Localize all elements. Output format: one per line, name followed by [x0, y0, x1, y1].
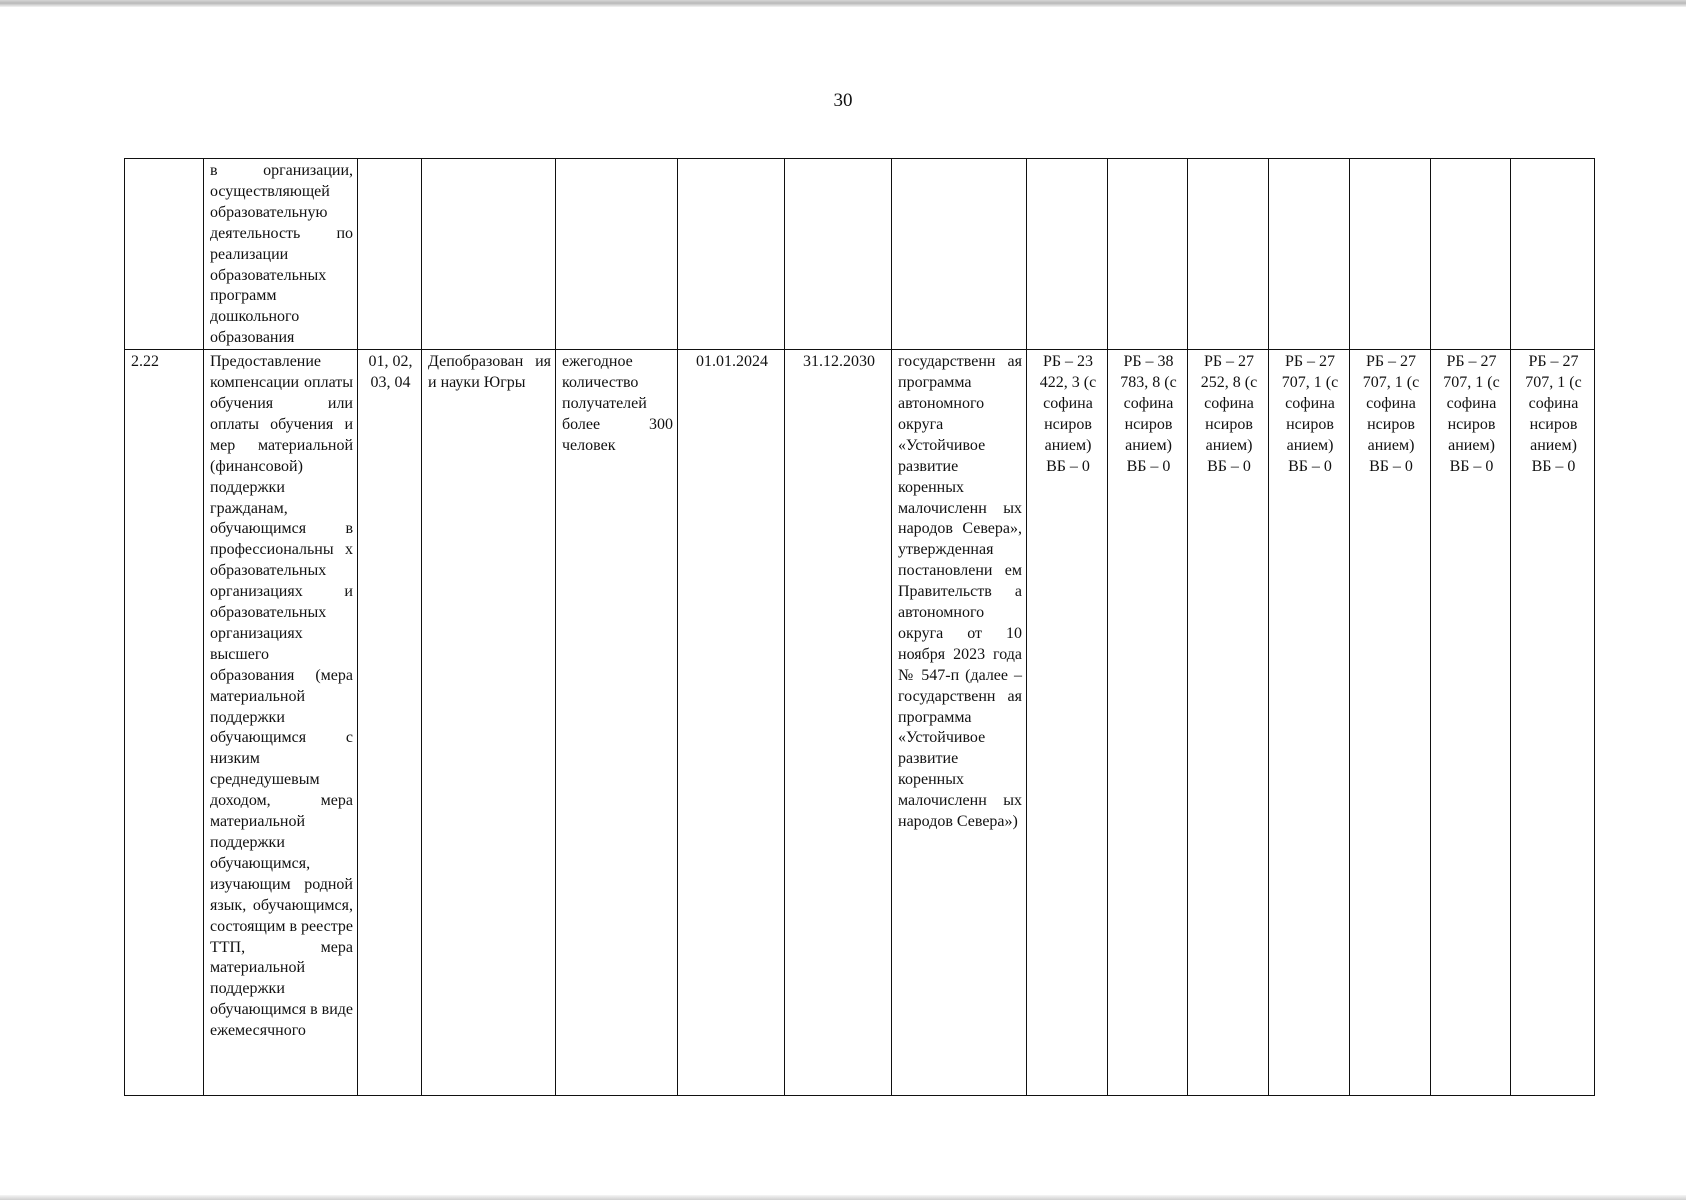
page-number: 30: [833, 90, 853, 111]
finance-rb: РБ – 27 707, 1 (с софина нсиров анием): [1443, 353, 1500, 454]
cell-codes-empty: [358, 159, 422, 350]
finance-rb: РБ – 38 783, 8 (с софина нсиров анием): [1120, 353, 1177, 454]
cell-finance-empty: [1269, 159, 1350, 350]
cell-responsible: Депобразован ия и науки Югры: [422, 350, 556, 1096]
cell-row-number: 2.22: [125, 350, 204, 1096]
cell-task-codes: 01, 02, 03, 04: [358, 350, 422, 1096]
finance-rb: РБ – 27 707, 1 (с софина нсиров анием): [1362, 353, 1420, 454]
table-row-continuation: [125, 159, 1595, 350]
cell-number-empty: [125, 159, 204, 350]
cell-end-empty: [785, 159, 892, 350]
finance-vb: ВБ – 0: [1207, 457, 1251, 475]
cell-name-continuation: в организации, осуществляющей образовательную деятельность по реализации образовательных программ дошкольного образования: [204, 159, 358, 350]
cell-indicator: ежегодное количество получателей более 300 человек: [556, 350, 678, 1096]
cell-finance-year-4: [1269, 350, 1350, 1096]
finance-vb: ВБ – 0: [1288, 457, 1332, 475]
cell-finance-year-5: [1350, 350, 1431, 1096]
cell-date-end: 31.12.2030: [785, 350, 892, 1096]
table-row-2-22: [125, 350, 1595, 1096]
finance-vb: ВБ – 0: [1449, 457, 1494, 475]
finance-rb: РБ – 23 422, 3 (с софина нсиров анием): [1039, 353, 1097, 454]
cell-program-empty: [892, 159, 1027, 350]
scan-bottom-edge: [0, 1195, 1686, 1200]
cell-date-start: 01.01.2024: [678, 350, 785, 1096]
finance-vb: ВБ – 0: [1369, 457, 1413, 475]
finance-rb: РБ – 27 707, 1 (с софина нсиров анием): [1281, 353, 1339, 454]
cell-finance-empty: [1511, 159, 1595, 350]
cell-finance-empty: [1350, 159, 1431, 350]
cell-finance-empty: [1108, 159, 1188, 350]
cell-finance-year-3: [1188, 350, 1269, 1096]
finance-vb: ВБ – 0: [1126, 457, 1171, 475]
scan-top-edge: [0, 0, 1686, 7]
cell-indicator-empty: [556, 159, 678, 350]
cell-finance-empty: [1431, 159, 1511, 350]
cell-finance-empty: [1188, 159, 1269, 350]
cell-finance-year-6: [1431, 350, 1511, 1096]
cell-finance-year-1: [1027, 350, 1108, 1096]
cell-finance-year-2: [1108, 350, 1188, 1096]
cell-program: государственн ая программа автономного округа «Устойчивое развитие коренных малочисленн ых народов Севера», утвержденная постановлени ем Правительств а автономного округа от 10 ноября 2023 года № 547-п (далее – государственн ая программа «Устойчивое развитие коренных малочисленн ых народов Севера»): [892, 350, 1027, 1096]
finance-vb: ВБ – 0: [1046, 457, 1090, 475]
finance-rb: РБ – 27 707, 1 (с софина нсиров анием): [1525, 353, 1582, 454]
cell-finance-empty: [1027, 159, 1108, 350]
measures-table: [124, 158, 1595, 1096]
cell-finance-year-7: [1511, 350, 1595, 1096]
finance-vb: ВБ – 0: [1531, 457, 1576, 475]
cell-measure-name: Предоставление компенсации оплаты обучения или оплаты обучения и мер материальной (финансовой) поддержки гражданам, обучающимся в профессиональны х образовательных организациях и образовательных организациях высшего образования (мера материальной поддержки обучающимся с низким среднедушевым доходом, мера материальной поддержки обучающимся, изучающим родной язык, обучающимся, состоящим в реестре ТТП, мера материальной поддержки обучающимся в виде ежемесячного: [204, 350, 358, 1096]
finance-rb: РБ – 27 252, 8 (с софина нсиров анием): [1200, 353, 1258, 454]
cell-responsible-empty: [422, 159, 556, 350]
cell-start-empty: [678, 159, 785, 350]
